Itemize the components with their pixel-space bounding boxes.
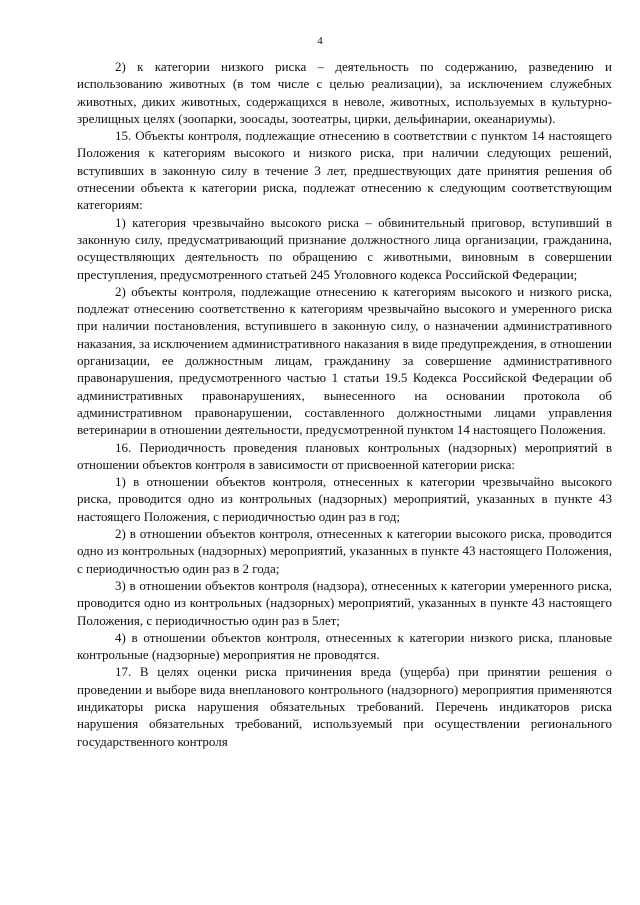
paragraph-16-item-1: 1) в отношении объектов контроля, отнесенных к категории чрезвычайно высокого риска, проводится одно из контрольных (надзорных) мероприятий, указанных в пункте 43 настоящего Положения, с периодичностью один раз в год; [77,474,612,524]
paragraph-16-item-2: 2) в отношении объектов контроля, отнесенных к категории высокого риска, проводится одно из контрольных (надзорных) мероприятий, указанных в пункте 43 настоящего Положения, с периодичностью один раз в 2 года; [77,526,612,576]
paragraph-17: 17. В целях оценки риска причинения вреда (ущерба) при принятии решения о проведении и выборе вида внепланового контрольного (надзорного) мероприятия применяются индикаторы риска нарушения обязательных требований. Перечень индикаторов риска нарушения обязательных требований, используемый при осуществлении регионального государственного контроля [77,664,612,749]
page-number: 4 [317,35,323,47]
paragraph-16: 16. Периодичность проведения плановых контрольных (надзорных) мероприятий в отношении объектов контроля в зависимости от присвоенной категории риска: [77,439,612,472]
paragraph-16-item-4: 4) в отношении объектов контроля, отнесенных к категории низкого риска, плановые контрольные (надзорные) мероприятия не проводятся. [77,629,612,663]
paragraph-16-item-3: 3) в отношении объектов контроля (надзора), отнесенных к категории умеренного риска, проводится одно из контрольных (надзорных) мероприятий, указанных в пункте 43 настоящего Положения, с периодичностью один раз в 5лет; [77,577,612,628]
paragraph-15: 15. Объекты контроля, подлежащие отнесению в соответствии с пунктом 14 настоящего Положения к категориям высокого и низкого риска, при наличии следующих решений, вступивших в законную силу в течение 3 лет, предшествующих дате принятия решения об отнесении объекта к категории риска, подлежат отнесению к следующим соответствующим категориям: [77,128,612,213]
paragraph-low-risk-category: 2) к категории низкого риска – деятельность по содержанию, разведению и использованию животных (в том числе с целью реализации), за исключением служебных животных, диких животных, содержащихся в неволе, животных, используемых в культурно-зрелищных целях (зоопарки, зоосады, зоотеатры, цирки, дельфинарии, океанариумы). [77,59,612,126]
document-body [77,58,612,750]
paragraph-15-item-1: 1) категория чрезвычайно высокого риска – обвинительный приговор, вступивший в законную силу, предусматривающий признание должностного лица организации, гражданина, осуществляющих деятельность по обращению с животными, виновным в совершении преступления, предусмотренного статьей 245 Уголовного кодекса Российской Федерации; [77,214,612,282]
paragraph-15-item-2: 2) объекты контроля, подлежащие отнесению к категориям высокого и низкого риска, подлежат отнесению соответственно к категориям чрезвычайно высокого и умеренного риска при наличии постановления, вступившего в законную силу, о назначении административного наказания, за исключением административного наказания в виде предупреждения, в отношении организации, ее должностным лицам, гражданину за совершение административного правонарушения, предусмотренного частью 1 статьи 19.5 Кодекса Российской Федерации об административных правонарушениях, вынесенного на основании протокола об административном правонарушении, составленного должностными лицами управления ветеринарии в отношении деятельности, предусмотренной пунктом 14 настоящего Положения. [77,283,612,438]
